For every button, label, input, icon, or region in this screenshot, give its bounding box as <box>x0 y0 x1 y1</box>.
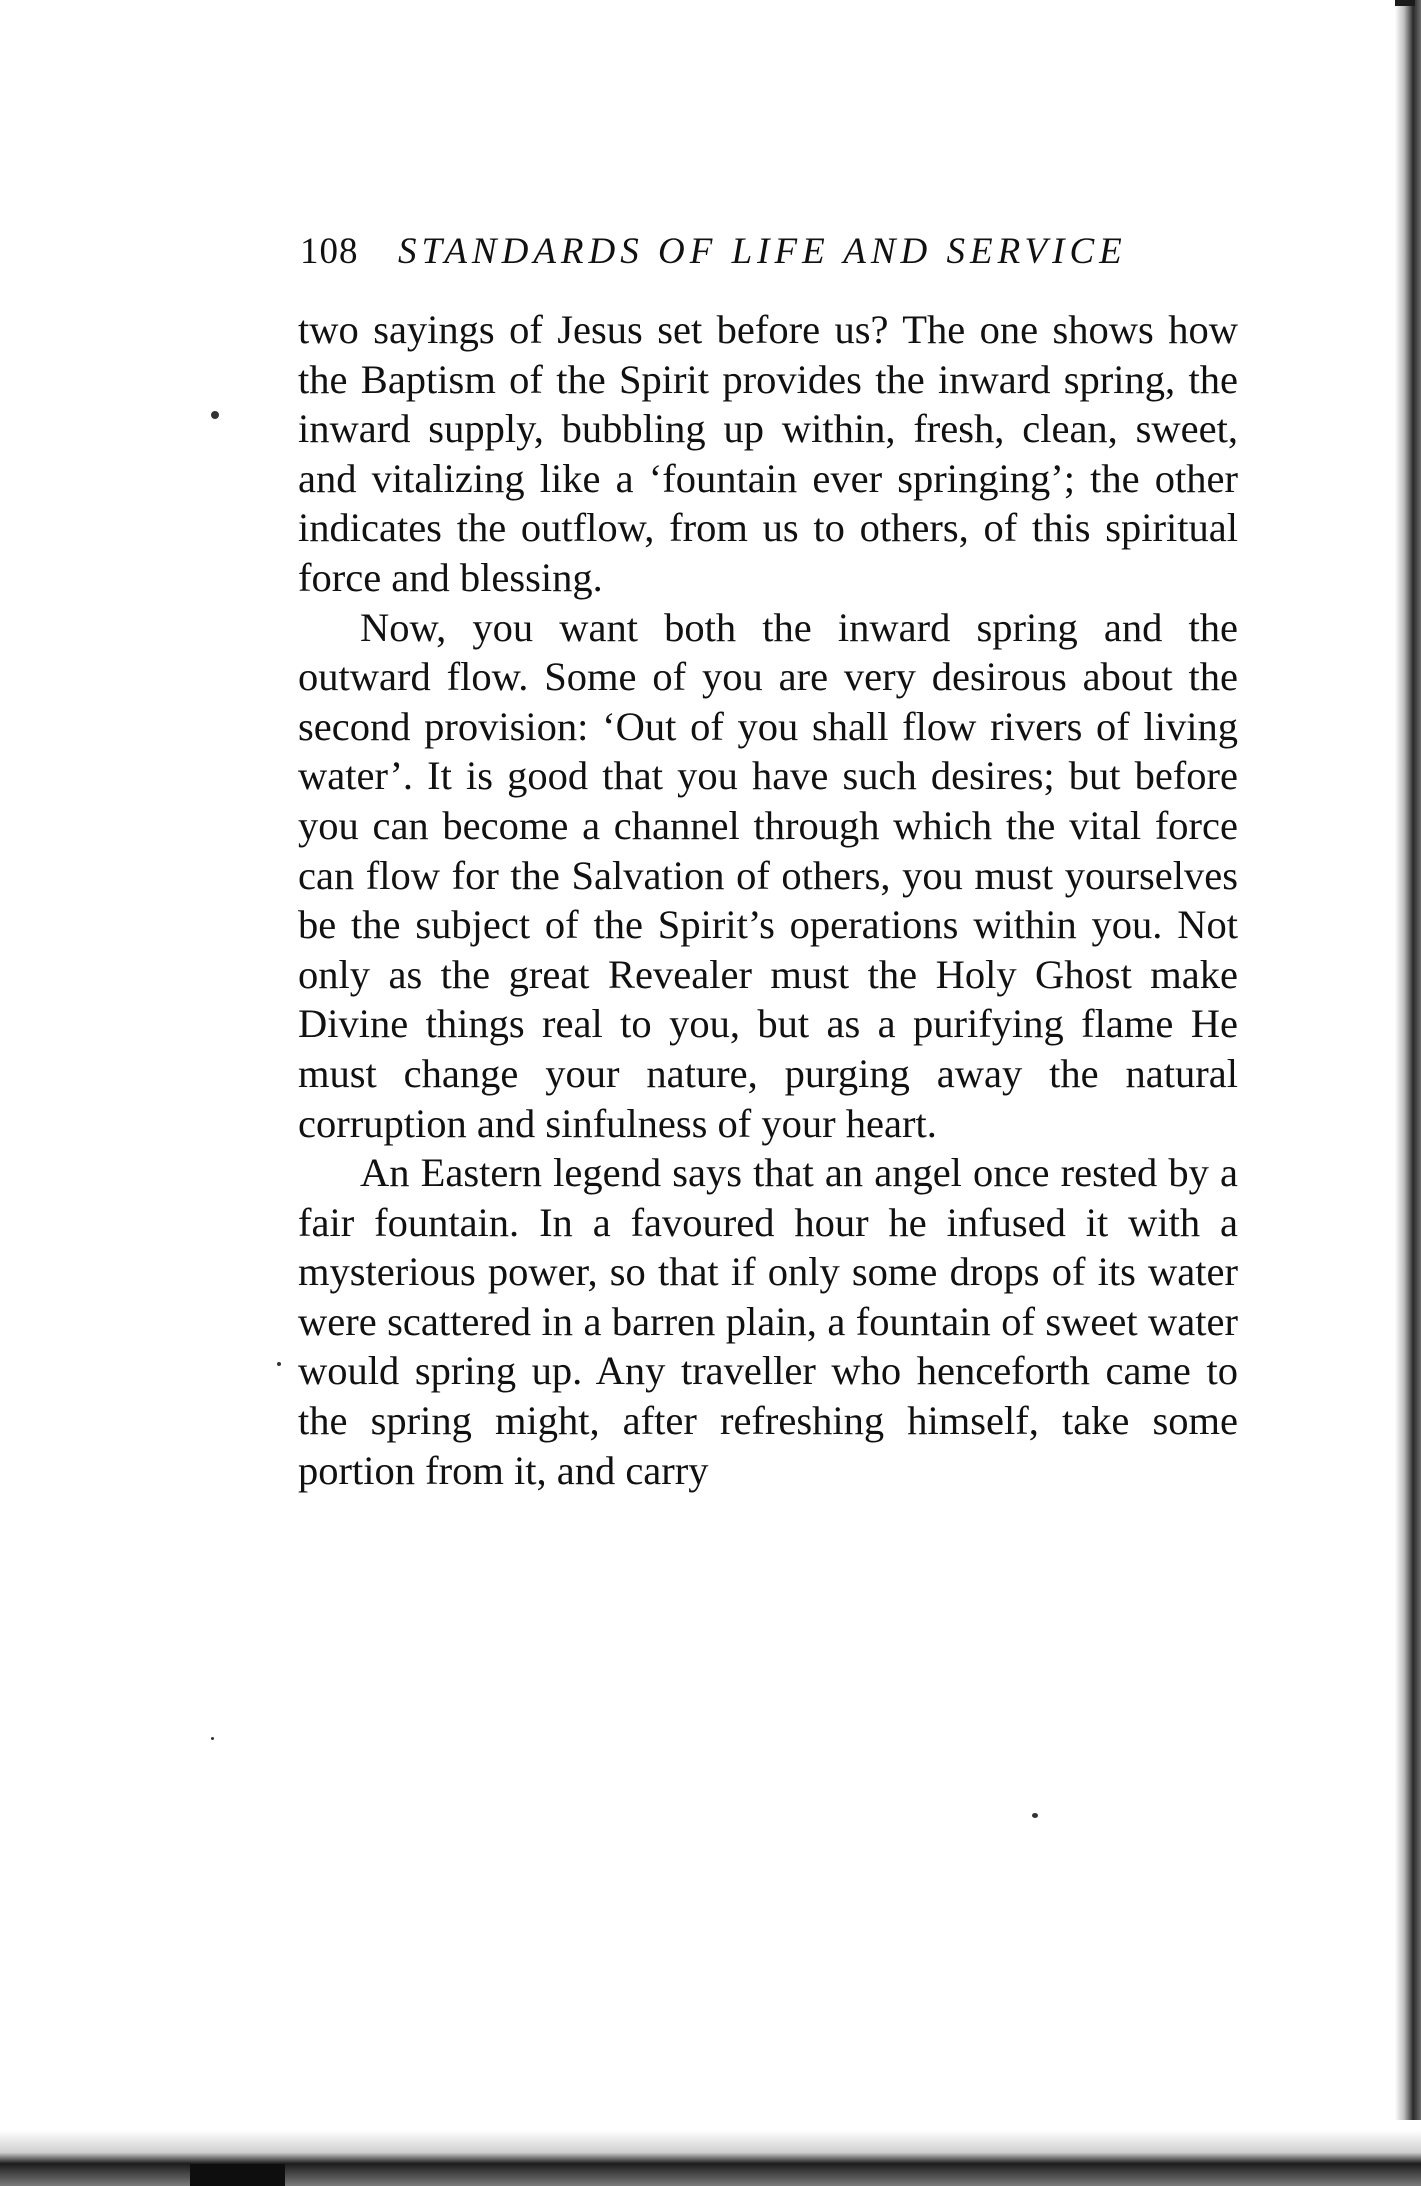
paragraph-3: An Eastern legend says that an angel once rested by a fair fountain. In a favoured hour he infused it with a mysterious power, so that if only some drops of its water were scattered in a barren plain, a fountain of sweet water would spring up. Any traveller who henceforth came to the spring might, after refreshing himself, take some portion from it, and carry <box>298 1150 1238 1493</box>
page-number: 108 <box>300 231 359 272</box>
paragraph-2: Now, you want both the inward spring and the outward flow. Some of you are very desirous about the second provision: ‘Out of you shall flow rivers of living water’. It is good that you have such desires; but before you can become a channel through which the vital force can flow for the Salvation of others, you must yourselves be the subject of the Spirit’s operations within you. Not only as the great Revealer must the Holy Ghost make Divine things real to you, but as a purifying flame He must change your nature, purging away the natural corruption and sinfulness of your heart. <box>298 604 1238 1146</box>
running-head <box>300 228 1240 276</box>
binding-block <box>190 2164 285 2186</box>
scan-speck <box>277 1362 281 1366</box>
page-edge-cap <box>1395 0 1415 6</box>
scan-speck <box>211 1737 214 1740</box>
scan-speck <box>211 411 219 419</box>
running-title: STANDARDS OF LIFE AND SERVICE <box>398 231 1127 272</box>
page-edge-shadow-right <box>1395 0 1421 2120</box>
body-text <box>298 305 1238 1495</box>
paragraph-1: two sayings of Jesus set before us? The one shows how the Baptism of the Spirit provides the inward spring, the inward supply, bubbling up within, fresh, clean, sweet, and vitalizing like a ‘fountain ever springing’; the other indicates the outflow, from us to others, of this spiritual force and blessing. <box>298 307 1238 600</box>
scan-speck <box>1032 1813 1038 1818</box>
